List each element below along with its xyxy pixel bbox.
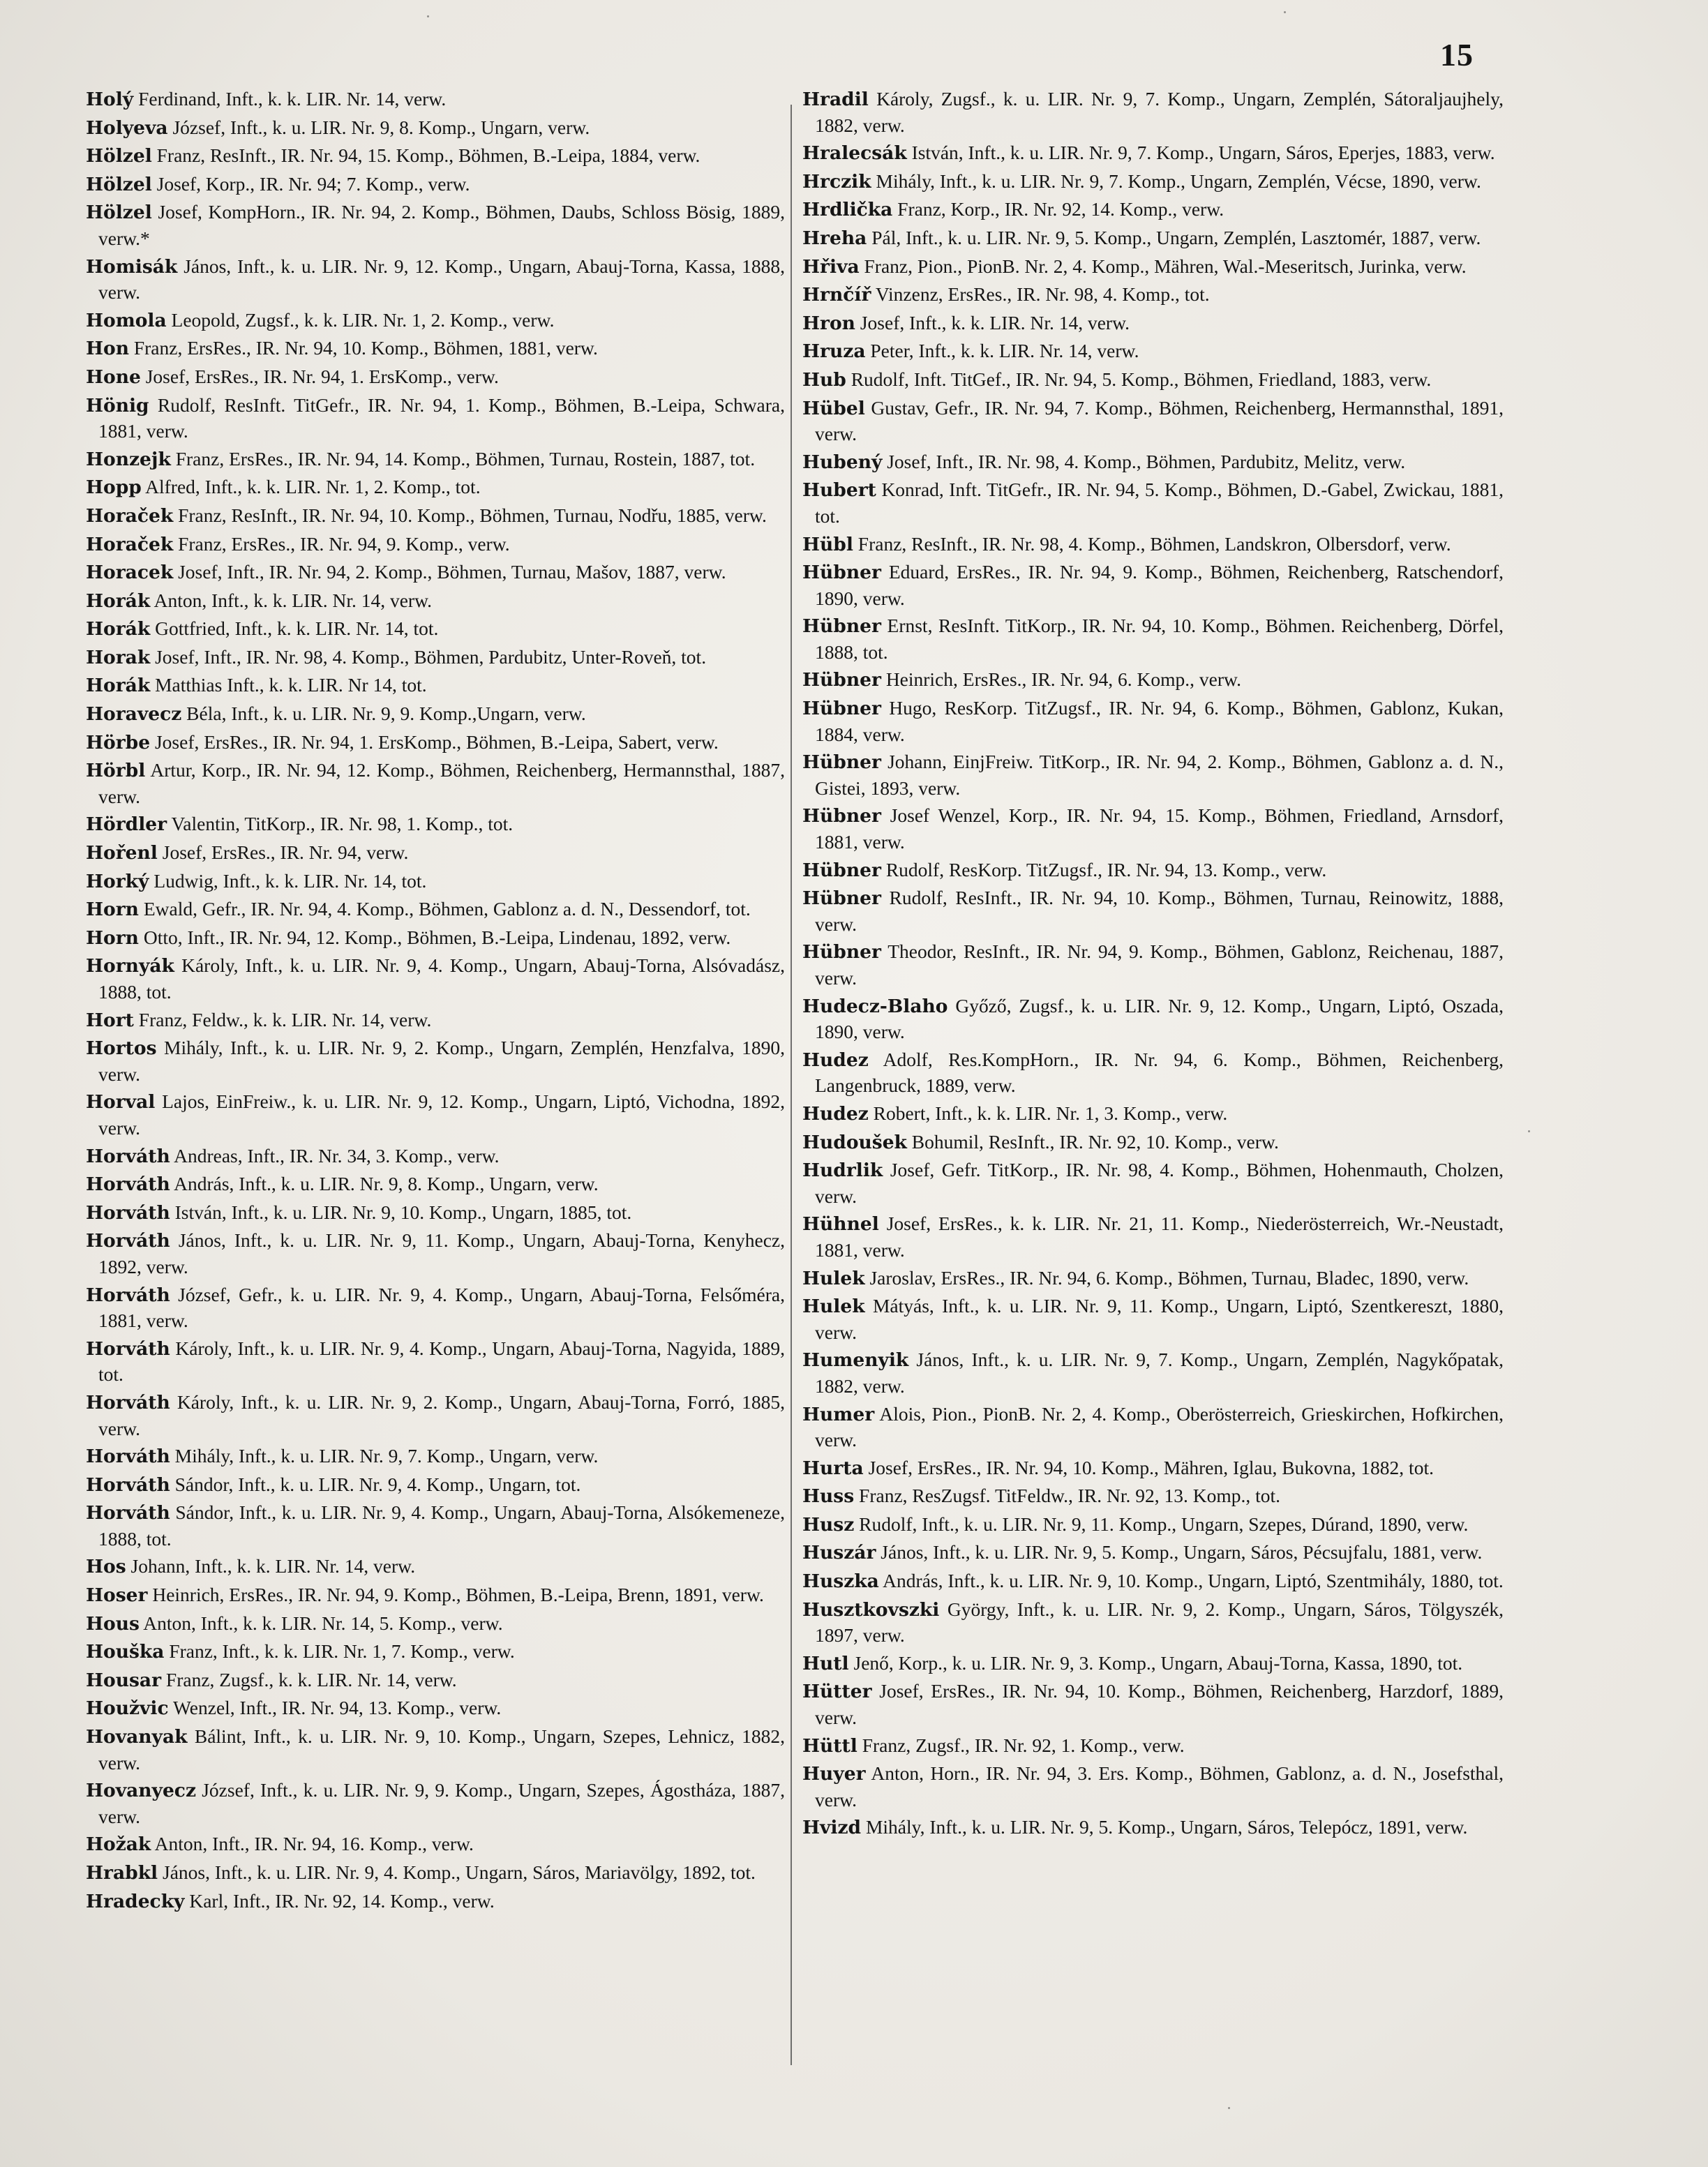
entry-surname: Hübel — [802, 397, 865, 419]
list-item — [86, 1171, 785, 1198]
entry-details: Mihály, Inft., k. u. LIR. Nr. 9, 7. Komp., Ungarn, verw. — [174, 1445, 599, 1467]
entry-details: Rudolf, Inft. TitGef., IR. Nr. 94, 5. Komp., Böhmen, Friedland, 1883, verw. — [851, 368, 1432, 390]
list-item — [802, 367, 1504, 393]
entry-surname: Husztkovszki — [802, 1598, 940, 1621]
entry-surname: Hübl — [802, 533, 853, 555]
list-item — [802, 857, 1504, 884]
entry-details: István, Inft., k. u. LIR. Nr. 9, 10. Komp., Ungarn, 1885, tot. — [174, 1201, 632, 1223]
list-item — [86, 1444, 785, 1470]
entry-details: Artur, Korp., IR. Nr. 94, 12. Komp., Böhmen, Reichenberg, Hermannsthal, 1887, verw. — [98, 759, 785, 807]
list-item — [86, 869, 785, 895]
entry-surname: Hönig — [86, 394, 149, 417]
entry-surname: Hřiva — [802, 255, 860, 278]
entry-details: Béla, Inft., k. u. LIR. Nr. 9, 9. Komp.,Ungarn, verw. — [186, 703, 586, 725]
entry-surname: Hübner — [802, 941, 881, 963]
entry-details: Alfred, Inft., k. k. LIR. Nr. 1, 2. Komp., tot. — [145, 476, 481, 498]
list-item — [86, 254, 785, 306]
entry-details: Sándor, Inft., k. u. LIR. Nr. 9, 4. Komp., Ungarn, Abauj-Torna, Alsókemeneze, 1888, tot. — [98, 1501, 785, 1550]
entry-surname: Hornyák — [86, 955, 174, 977]
entry-surname: Hovanyak — [86, 1726, 188, 1748]
entry-surname: Horák — [86, 675, 151, 697]
entry-details: Josef, Inft., IR. Nr. 98, 4. Komp., Böhmen, Pardubitz, Unter-Roveň, tot. — [155, 645, 707, 668]
list-item — [802, 1597, 1504, 1649]
entry-surname: Huszár — [802, 1542, 876, 1564]
entry-details: Valentin, TitKorp., IR. Nr. 98, 1. Komp., tot. — [171, 813, 514, 835]
list-item — [802, 1540, 1504, 1566]
entry-details: Lajos, EinFreiw., k. u. LIR. Nr. 9, 12. Komp., Ungarn, Liptó, Vichodna, 1892, verw. — [98, 1090, 786, 1139]
entry-details: Josef, ErsRes., IR. Nr. 94, 10. Komp., Böhmen, Reichenberg, Harzdorf, 1889, verw. — [815, 1680, 1504, 1729]
entry-details: Károly, Inft., k. u. LIR. Nr. 9, 4. Komp., Ungarn, Abauj-Torna, Alsóvadász, 1888, tot. — [98, 954, 785, 1003]
list-item — [802, 613, 1504, 665]
entry-details: Franz, ResInft., IR. Nr. 94, 15. Komp., Böhmen, B.-Leipa, 1884, verw. — [156, 144, 701, 167]
list-item — [86, 840, 785, 867]
entry-surname: Hub — [802, 368, 846, 391]
list-item — [86, 1667, 785, 1694]
list-item — [802, 310, 1504, 337]
list-item — [86, 1089, 785, 1141]
list-item — [802, 140, 1504, 167]
entry-details: Franz, ResZugsf. TitFeldw., IR. Nr. 92, 13. Komp., tot. — [859, 1485, 1281, 1507]
entry-details: Konrad, Inft. TitGefr., IR. Nr. 94, 5. Komp., Böhmen, D.-Gabel, Zwickau, 1881, tot. — [815, 479, 1504, 527]
entry-surname: Horaček — [86, 533, 174, 555]
list-item — [86, 1639, 785, 1665]
entry-details: Rudolf, ResKorp. TitZugsf., IR. Nr. 94, 13. Komp., verw. — [885, 858, 1327, 880]
list-item — [86, 925, 785, 952]
list-item — [86, 1582, 785, 1609]
list-item — [86, 1778, 785, 1829]
print-speck — [1228, 2107, 1230, 2109]
entry-surname: Hreha — [802, 227, 867, 249]
list-item — [86, 1554, 785, 1580]
list-item — [802, 1047, 1504, 1099]
entry-details: György, Inft., k. u. LIR. Nr. 9, 2. Komp., Ungarn, Sáros, Tölgyszék, 1897, verw. — [815, 1598, 1504, 1647]
entry-details: Heinrich, ErsRes., IR. Nr. 94, 6. Komp., verw. — [885, 668, 1241, 691]
entry-details: Rudolf, ResInft., IR. Nr. 94, 10. Komp., Böhmen, Turnau, Reinowitz, 1888, verw. — [815, 887, 1504, 935]
entry-details: Karl, Inft., IR. Nr. 92, 14. Komp., verw. — [189, 1889, 495, 1912]
list-item — [86, 1200, 785, 1227]
entry-details: Bohumil, ResInft., IR. Nr. 92, 10. Komp., verw. — [911, 1130, 1279, 1153]
entry-details: Károly, Inft., k. u. LIR. Nr. 9, 2. Komp., Ungarn, Abauj-Torna, Forró, 1885, verw. — [98, 1390, 785, 1439]
entry-surname: Holyeva — [86, 117, 168, 139]
entry-details: Josef Wenzel, Korp., IR. Nr. 94, 15. Komp., Böhmen, Friedland, Arnsdorf, 1881, verw. — [815, 804, 1504, 853]
list-item — [802, 1101, 1504, 1127]
entry-details: Gustav, Gefr., IR. Nr. 94, 7. Komp., Böhmen, Reichenberg, Hermannsthal, 1891, verw. — [815, 396, 1504, 445]
entry-details: János, Inft., k. u. LIR. Nr. 9, 11. Komp., Ungarn, Abauj-Torna, Kenyhecz, 1892, verw. — [98, 1229, 785, 1277]
entry-surname: Hudez — [802, 1049, 869, 1071]
entry-details: Leopold, Zugsf., k. k. LIR. Nr. 1, 2. Komp., verw. — [171, 308, 555, 331]
list-item — [86, 115, 785, 142]
entry-surname: Horváth — [86, 1502, 170, 1524]
entry-details: Josef, KompHorn., IR. Nr. 94, 2. Komp., Böhmen, Daubs, Schloss Bösig, 1889, verw.* — [98, 201, 785, 249]
entry-details: Rudolf, Inft., k. u. LIR. Nr. 9, 11. Komp., Ungarn, Szepes, Dúrand, 1890, verw. — [859, 1513, 1469, 1535]
list-item — [802, 1130, 1504, 1156]
entry-details: Robert, Inft., k. k. LIR. Nr. 1, 3. Komp., verw. — [873, 1102, 1228, 1124]
list-item — [86, 953, 785, 1005]
entry-surname: Horváth — [86, 1230, 170, 1252]
entry-surname: Homisák — [86, 255, 178, 278]
list-item — [802, 885, 1504, 937]
list-item — [802, 939, 1504, 991]
list-item — [802, 87, 1504, 138]
entry-details: Jaroslav, ErsRes., IR. Nr. 94, 6. Komp., Böhmen, Turnau, Bladec, 1890, verw. — [869, 1266, 1469, 1289]
list-item — [802, 1294, 1504, 1345]
entry-details: Mátyás, Inft., k. u. LIR. Nr. 9, 11. Komp., Ungarn, Liptó, Szentkereszt, 1880, verw. — [815, 1295, 1504, 1343]
entry-details: Bálint, Inft., k. u. LIR. Nr. 9, 10. Komp., Ungarn, Szepes, Lehnicz, 1882, verw. — [98, 1725, 785, 1774]
entry-details: Franz, ErsRes., IR. Nr. 94, 10. Komp., Böhmen, 1881, verw. — [133, 337, 598, 359]
list-item — [86, 172, 785, 198]
entry-surname: Hölzel — [86, 145, 152, 167]
entry-surname: Huyer — [802, 1763, 866, 1785]
entry-details: Franz, Inft., k. k. LIR. Nr. 1, 7. Komp., verw. — [169, 1640, 515, 1663]
entry-surname: Humenyik — [802, 1349, 909, 1372]
list-item — [802, 1347, 1504, 1399]
entry-surname: Hudoušek — [802, 1131, 907, 1153]
entry-surname: Huszka — [802, 1570, 879, 1593]
list-item — [802, 338, 1504, 365]
list-item — [86, 1228, 785, 1280]
entry-surname: Hron — [802, 312, 855, 334]
entry-details: Franz, Zugsf., IR. Nr. 92, 1. Komp., verw. — [862, 1734, 1185, 1756]
list-item — [86, 1611, 785, 1637]
entry-details: Josef, Inft., IR. Nr. 94, 2. Komp., Böhmen, Turnau, Mašov, 1887, verw. — [178, 561, 726, 583]
entry-details: Franz, Pion., PionB. Nr. 2, 4. Komp., Mähren, Wal.-Meseritsch, Jurinka, verw. — [864, 255, 1467, 277]
entry-details: Theodor, ResInft., IR. Nr. 94, 9. Komp., Böhmen, Gablonz, Reichenau, 1887, verw. — [815, 940, 1504, 989]
list-item — [802, 560, 1504, 611]
print-speck — [1284, 11, 1286, 13]
list-item — [86, 87, 785, 113]
entry-details: András, Inft., k. u. LIR. Nr. 9, 8. Komp., Ungarn, verw. — [174, 1173, 599, 1195]
print-speck — [1528, 1130, 1530, 1132]
entry-details: Josef, ErsRes., IR. Nr. 94, 10. Komp., Mähren, Iglau, Bukovna, 1882, tot. — [868, 1456, 1434, 1478]
entry-details: Otto, Inft., IR. Nr. 94, 12. Komp., Böhmen, B.-Leipa, Lindenau, 1892, verw. — [143, 926, 731, 948]
list-item — [802, 396, 1504, 447]
entry-surname: Hos — [86, 1556, 126, 1578]
entry-surname: Horak — [86, 646, 151, 668]
entry-surname: Housar — [86, 1669, 162, 1691]
list-item — [86, 616, 785, 643]
entry-surname: Hovanyecz — [86, 1780, 196, 1802]
entry-details: András, Inft., k. u. LIR. Nr. 9, 10. Komp., Ungarn, Liptó, Szentmihály, 1880, tot. — [883, 1570, 1504, 1592]
entry-details: Wenzel, Inft., IR. Nr. 94, 13. Komp., verw. — [173, 1697, 502, 1719]
list-item — [86, 588, 785, 615]
entry-details: Mihály, Inft., k. u. LIR. Nr. 9, 7. Komp., Ungarn, Zemplén, Vécse, 1890, verw. — [876, 170, 1481, 192]
list-item — [802, 225, 1504, 252]
entry-surname: Hübner — [802, 751, 881, 774]
entry-surname: Horváth — [86, 1284, 170, 1306]
list-item — [86, 503, 785, 530]
list-item — [802, 197, 1504, 223]
entry-details: Josef, ErsRes., IR. Nr. 94, 1. ErsKomp., Böhmen, B.-Leipa, Sabert, verw. — [154, 730, 719, 753]
entry-details: Ferdinand, Inft., k. k. LIR. Nr. 14, verw. — [138, 88, 447, 110]
list-item — [802, 1651, 1504, 1677]
entry-surname: Horváth — [86, 1446, 170, 1468]
entry-surname: Hutl — [802, 1652, 849, 1674]
list-item — [802, 1761, 1504, 1813]
list-item — [86, 1889, 785, 1915]
entry-details: Hugo, ResKorp. TitZugsf., IR. Nr. 94, 6. Komp., Böhmen, Gablonz, Kukan, 1884, verw. — [815, 697, 1504, 745]
list-item — [86, 1035, 785, 1087]
entry-details: Pál, Inft., k. u. LIR. Nr. 9, 5. Komp., Ungarn, Zemplén, Lasztomér, 1887, verw. — [871, 226, 1481, 248]
list-item — [802, 1157, 1504, 1209]
entry-details: Franz, Feldw., k. k. LIR. Nr. 14, verw. — [138, 1008, 432, 1030]
entry-surname: Horváth — [86, 1337, 170, 1360]
entry-surname: Hübner — [802, 859, 881, 881]
entry-details: Károly, Zugsf., k. u. LIR. Nr. 9, 7. Komp., Ungarn, Zemplén, Sátoraljaujhely, 1882, verw. — [815, 88, 1504, 136]
list-item — [802, 1679, 1504, 1730]
entry-surname: Hrczik — [802, 170, 871, 193]
entry-surname: Hrabkl — [86, 1862, 158, 1884]
entry-surname: Hüttl — [802, 1734, 857, 1757]
list-item — [86, 336, 785, 362]
entry-surname: Horváth — [86, 1474, 170, 1496]
entry-surname: Hortos — [86, 1037, 157, 1060]
list-item — [86, 1007, 785, 1034]
left-column — [86, 87, 785, 1917]
entry-surname: Horváth — [86, 1391, 170, 1414]
list-item — [86, 811, 785, 838]
list-item — [86, 1695, 785, 1722]
list-item — [86, 1500, 785, 1552]
entry-surname: Horváth — [86, 1174, 170, 1196]
entry-details: János, Inft., k. u. LIR. Nr. 9, 5. Komp., Ungarn, Sáros, Pécsujfalu, 1881, verw. — [881, 1541, 1483, 1564]
list-item — [86, 308, 785, 334]
entry-surname: Houška — [86, 1641, 165, 1663]
list-item — [86, 645, 785, 671]
entry-surname: Horváth — [86, 1201, 170, 1224]
entry-surname: Hübner — [802, 887, 881, 910]
entry-details: Anton, Inft., k. k. LIR. Nr. 14, 5. Komp., verw. — [143, 1612, 503, 1634]
entry-details: Josef, Gefr. TitKorp., IR. Nr. 98, 4. Komp., Böhmen, Hohenmauth, Cholzen, verw. — [815, 1159, 1504, 1207]
entry-details: János, Inft., k. u. LIR. Nr. 9, 4. Komp., Ungarn, Sáros, Mariavölgy, 1892, tot. — [163, 1861, 756, 1883]
entry-surname: Hruza — [802, 340, 866, 363]
list-item — [86, 758, 785, 809]
entry-surname: Hübner — [802, 562, 881, 584]
entry-details: Rudolf, ResInft. TitGefr., IR. Nr. 94, 1. Komp., Böhmen, B.-Leipa, Schwara, 1881, verw. — [98, 393, 786, 442]
entry-surname: Horaček — [86, 504, 174, 527]
list-item — [86, 730, 785, 756]
list-item — [86, 447, 785, 473]
entry-surname: Horval — [86, 1091, 156, 1114]
entry-surname: Horák — [86, 590, 151, 612]
entry-surname: Huss — [802, 1485, 855, 1508]
entry-surname: Hon — [86, 338, 129, 360]
list-item — [86, 532, 785, 558]
entry-details: Josef, ErsRes., IR. Nr. 94, verw. — [162, 841, 409, 864]
entry-surname: Hudecz-Blaho — [802, 995, 948, 1017]
entry-surname: Humer — [802, 1403, 875, 1425]
entry-surname: Hulek — [802, 1296, 865, 1318]
list-item — [802, 696, 1504, 747]
entry-details: Andreas, Inft., IR. Nr. 34, 3. Komp., verw. — [174, 1144, 500, 1167]
entry-surname: Hrnčíř — [802, 284, 871, 306]
list-item — [86, 1336, 785, 1388]
list-item — [802, 1815, 1504, 1841]
entry-surname: Hořenl — [86, 842, 158, 864]
entry-surname: Horn — [86, 899, 139, 921]
entry-details: Jenő, Korp., k. u. LIR. Nr. 9, 3. Komp., Ungarn, Abauj-Torna, Kassa, 1890, tot. — [853, 1651, 1463, 1674]
entry-details: Adolf, Res.KompHorn., IR. Nr. 94, 6. Komp., Böhmen, Reichenberg, Langenbruck, 1889, verw. — [815, 1048, 1504, 1097]
entry-details: Franz, ErsRes., IR. Nr. 94, 9. Komp., verw. — [178, 532, 510, 555]
list-item — [802, 993, 1504, 1045]
entry-details: Anton, Inft., k. k. LIR. Nr. 14, verw. — [153, 589, 433, 611]
entry-surname: Horváth — [86, 1145, 170, 1167]
list-item — [86, 1860, 785, 1887]
list-item — [802, 1266, 1504, 1292]
list-item — [86, 1831, 785, 1858]
entry-details: Eduard, ErsRes., IR. Nr. 94, 9. Komp., Böhmen, Reichenberg, Ratschendorf, 1890, verw. — [815, 561, 1504, 609]
entry-details: József, Inft., k. u. LIR. Nr. 9, 8. Komp., Ungarn, verw. — [172, 116, 590, 138]
list-item — [86, 897, 785, 923]
entry-details: János, Inft., k. u. LIR. Nr. 9, 7. Komp., Ungarn, Zemplén, Nagykőpatak, 1882, verw. — [815, 1349, 1504, 1397]
list-item — [802, 749, 1504, 801]
list-item — [86, 364, 785, 391]
list-item — [802, 1512, 1504, 1538]
entry-surname: Hort — [86, 1009, 134, 1031]
entry-details: Franz, Zugsf., k. k. LIR. Nr. 14, verw. — [165, 1668, 457, 1690]
entry-details: Franz, ResInft., IR. Nr. 94, 10. Komp., Böhmen, Turnau, Nodřu, 1885, verw. — [178, 504, 767, 526]
list-item — [86, 200, 785, 251]
entry-surname: Hölzel — [86, 173, 152, 195]
list-item — [802, 1455, 1504, 1482]
entry-details: Franz, Korp., IR. Nr. 92, 14. Komp., verw. — [897, 198, 1224, 220]
entry-details: Josef, ErsRes., IR. Nr. 94, 1. ErsKomp., verw. — [145, 365, 499, 387]
entry-details: József, Inft., k. u. LIR. Nr. 9, 9. Komp., Ungarn, Szepes, Ágostháza, 1887, verw. — [98, 1779, 785, 1827]
entry-surname: Hörbl — [86, 760, 146, 782]
entry-surname: Hübner — [802, 805, 881, 827]
entry-details: Josef, Korp., IR. Nr. 94; 7. Komp., verw. — [156, 172, 470, 195]
list-item — [86, 1390, 785, 1441]
list-item — [86, 1282, 785, 1334]
entry-surname: Hurta — [802, 1457, 864, 1479]
entry-surname: Honzejk — [86, 448, 171, 470]
list-item — [86, 393, 785, 444]
list-item — [86, 1144, 785, 1170]
entry-surname: Hübner — [802, 698, 881, 720]
list-item — [86, 673, 785, 699]
right-column — [802, 87, 1504, 1843]
entry-surname: Hübner — [802, 615, 881, 638]
entry-surname: Horn — [86, 927, 139, 949]
entry-surname: Horký — [86, 870, 149, 892]
entry-surname: Hous — [86, 1612, 140, 1635]
list-item — [802, 254, 1504, 280]
entry-details: Alois, Pion., PionB. Nr. 2, 4. Komp., Oberösterreich, Grieskirchen, Hofkirchen, verw. — [815, 1402, 1504, 1451]
entry-surname: Hopp — [86, 477, 142, 499]
entry-surname: Horacek — [86, 562, 174, 584]
entry-details: Peter, Inft., k. k. LIR. Nr. 14, verw. — [870, 340, 1139, 362]
list-item — [86, 701, 785, 728]
entry-surname: Hölzel — [86, 202, 152, 224]
entry-surname: Holý — [86, 89, 134, 110]
list-item — [86, 1472, 785, 1499]
print-speck — [427, 15, 429, 17]
entry-details: Mihály, Inft., k. u. LIR. Nr. 9, 5. Komp., Ungarn, Sáros, Telepócz, 1891, verw. — [865, 1816, 1468, 1838]
entry-details: János, Inft., k. u. LIR. Nr. 9, 12. Komp., Ungarn, Abauj-Torna, Kassa, 1888, verw. — [98, 255, 785, 303]
entry-details: Josef, Inft., k. k. LIR. Nr. 14, verw. — [860, 311, 1130, 333]
entry-surname: Hubený — [802, 451, 883, 473]
entry-details: Sándor, Inft., k. u. LIR. Nr. 9, 4. Komp., Ungarn, tot. — [174, 1473, 581, 1495]
entry-surname: Hübner — [802, 669, 881, 691]
entry-details: Franz, ResInft., IR. Nr. 98, 4. Komp., Böhmen, Landskron, Olbersdorf, verw. — [857, 532, 1451, 555]
entry-surname: Houžvic — [86, 1697, 169, 1720]
list-item — [802, 282, 1504, 308]
entry-details: József, Gefr., k. u. LIR. Nr. 9, 4. Komp., Ungarn, Abauj-Torna, Felsőméra, 1881, verw. — [98, 1283, 786, 1332]
entry-details: Anton, Inft., IR. Nr. 94, 16. Komp., verw. — [154, 1833, 474, 1855]
entry-details: Ernst, ResInft. TitKorp., IR. Nr. 94, 10. Komp., Böhmen. Reichenberg, Dörfel, 1888, tot. — [815, 615, 1504, 663]
entry-surname: Hördler — [86, 813, 167, 836]
entry-surname: Hralecsák — [802, 142, 907, 165]
entry-surname: Horavecz — [86, 703, 182, 726]
entry-details: Ludwig, Inft., k. k. LIR. Nr. 14, tot. — [153, 869, 427, 892]
entry-surname: Hubert — [802, 479, 876, 502]
entry-surname: Hulek — [802, 1267, 865, 1289]
list-item — [802, 532, 1504, 558]
entry-surname: Hütter — [802, 1681, 872, 1703]
entry-details: Franz, ErsRes., IR. Nr. 94, 14. Komp., Böhmen, Turnau, Rostein, 1887, tot. — [175, 447, 756, 470]
entry-details: Ewald, Gefr., IR. Nr. 94, 4. Komp., Böhmen, Gablonz a. d. N., Dessendorf, tot. — [143, 898, 751, 920]
list-item — [86, 560, 785, 586]
list-item — [802, 477, 1504, 529]
entry-details: Gottfried, Inft., k. k. LIR. Nr. 14, tot. — [155, 617, 439, 640]
entry-details: Anton, Horn., IR. Nr. 94, 3. Ers. Komp., Böhmen, Gablonz, a. d. N., Josefsthal, verw. — [815, 1762, 1504, 1810]
list-item — [802, 449, 1504, 476]
list-item — [802, 169, 1504, 195]
column-divider — [791, 105, 792, 2065]
entry-surname: Hudrlik — [802, 1160, 883, 1182]
list-item — [86, 474, 785, 501]
entry-surname: Hoser — [86, 1584, 148, 1607]
list-item — [802, 1402, 1504, 1453]
list-item — [802, 1483, 1504, 1510]
entry-surname: Hone — [86, 366, 141, 388]
entry-details: Josef, ErsRes., k. k. LIR. Nr. 21, 11. Komp., Niederösterreich, Wr.-Neustadt, 1881, verw. — [815, 1213, 1504, 1261]
entry-details: Károly, Inft., k. u. LIR. Nr. 9, 4. Komp., Ungarn, Abauj-Torna, Nagyida, 1889, tot. — [98, 1337, 785, 1386]
entry-surname: Horák — [86, 618, 151, 640]
entry-surname: Hrdlička — [802, 199, 893, 221]
entry-details: Vinzenz, ErsRes., IR. Nr. 98, 4. Komp., tot. — [875, 283, 1210, 306]
entry-surname: Hožak — [86, 1834, 151, 1856]
page-number: 15 — [1440, 37, 1474, 73]
list-item — [802, 1211, 1504, 1263]
entry-details: Johann, EinjFreiw. TitKorp., IR. Nr. 94, 2. Komp., Böhmen, Gablonz a. d. N., Gistei, 1893, verw. — [815, 751, 1504, 799]
entry-details: Josef, Inft., IR. Nr. 98, 4. Komp., Böhmen, Pardubitz, Melitz, verw. — [887, 450, 1406, 472]
list-item — [802, 1733, 1504, 1760]
entry-details: Győző, Zugsf., k. u. LIR. Nr. 9, 12. Komp., Ungarn, Liptó, Oszada, 1890, verw. — [815, 994, 1504, 1043]
list-item — [802, 1568, 1504, 1595]
entry-surname: Hvizd — [802, 1817, 862, 1839]
entry-details: Mihály, Inft., k. u. LIR. Nr. 9, 2. Komp., Ungarn, Zemplén, Henzfalva, 1890, verw. — [98, 1037, 785, 1085]
list-item — [86, 1724, 785, 1776]
list-item — [802, 667, 1504, 693]
entry-details: István, Inft., k. u. LIR. Nr. 9, 7. Komp., Ungarn, Sáros, Eperjes, 1883, verw. — [911, 142, 1495, 164]
entry-surname: Hörbe — [86, 731, 151, 753]
entry-surname: Homola — [86, 309, 167, 331]
entry-surname: Husz — [802, 1513, 855, 1536]
entry-surname: Hudez — [802, 1102, 869, 1125]
entry-surname: Hradil — [802, 89, 869, 110]
list-item — [802, 803, 1504, 855]
entry-surname: Hühnel — [802, 1213, 879, 1236]
entry-surname: Hradecky — [86, 1890, 185, 1912]
entry-details: Johann, Inft., k. k. LIR. Nr. 14, verw. — [130, 1555, 416, 1577]
entry-details: Heinrich, ErsRes., IR. Nr. 94, 9. Komp., Böhmen, B.-Leipa, Brenn, 1891, verw. — [152, 1584, 764, 1606]
list-item — [86, 143, 785, 170]
entry-details: Matthias Inft., k. k. LIR. Nr 14, tot. — [155, 674, 427, 696]
